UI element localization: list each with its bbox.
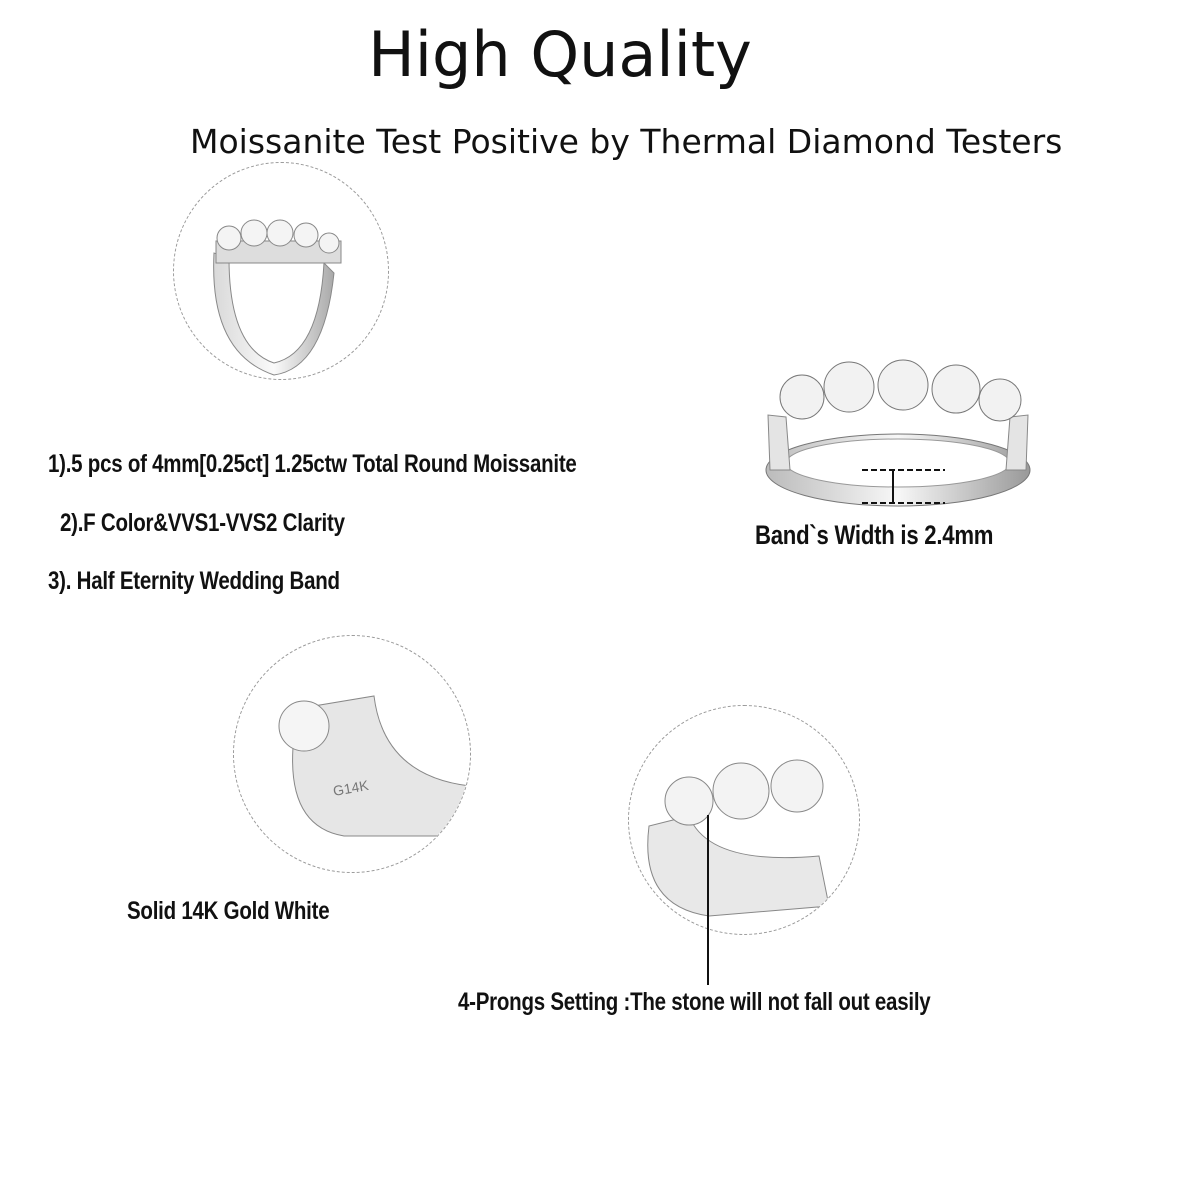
spec-clarity: 2).F Color&VVS1-VVS2 Clarity	[60, 509, 345, 537]
prong-closeup-image	[628, 705, 860, 935]
metal-closeup-image	[233, 635, 471, 873]
page-subtitle: Moissanite Test Positive by Thermal Diamond Testers	[190, 122, 1063, 161]
ring-side-view-image	[173, 162, 389, 380]
metal-stamp: G14K	[331, 776, 370, 799]
prong-caption: 4-Prongs Setting :The stone will not fall out easily	[458, 988, 931, 1016]
spec-style: 3). Half Eternity Wedding Band	[48, 567, 340, 595]
prong-pointer-line	[707, 815, 709, 985]
page-title: High Quality	[368, 18, 752, 91]
metal-caption: Solid 14K Gold White	[127, 897, 330, 925]
spec-stones: 1).5 pcs of 4mm[0.25ct] 1.25ctw Total Round Moissanite	[48, 450, 577, 478]
band-width-caption: Band`s Width is 2.4mm	[755, 520, 994, 550]
ring-front-view-image	[750, 345, 1050, 515]
